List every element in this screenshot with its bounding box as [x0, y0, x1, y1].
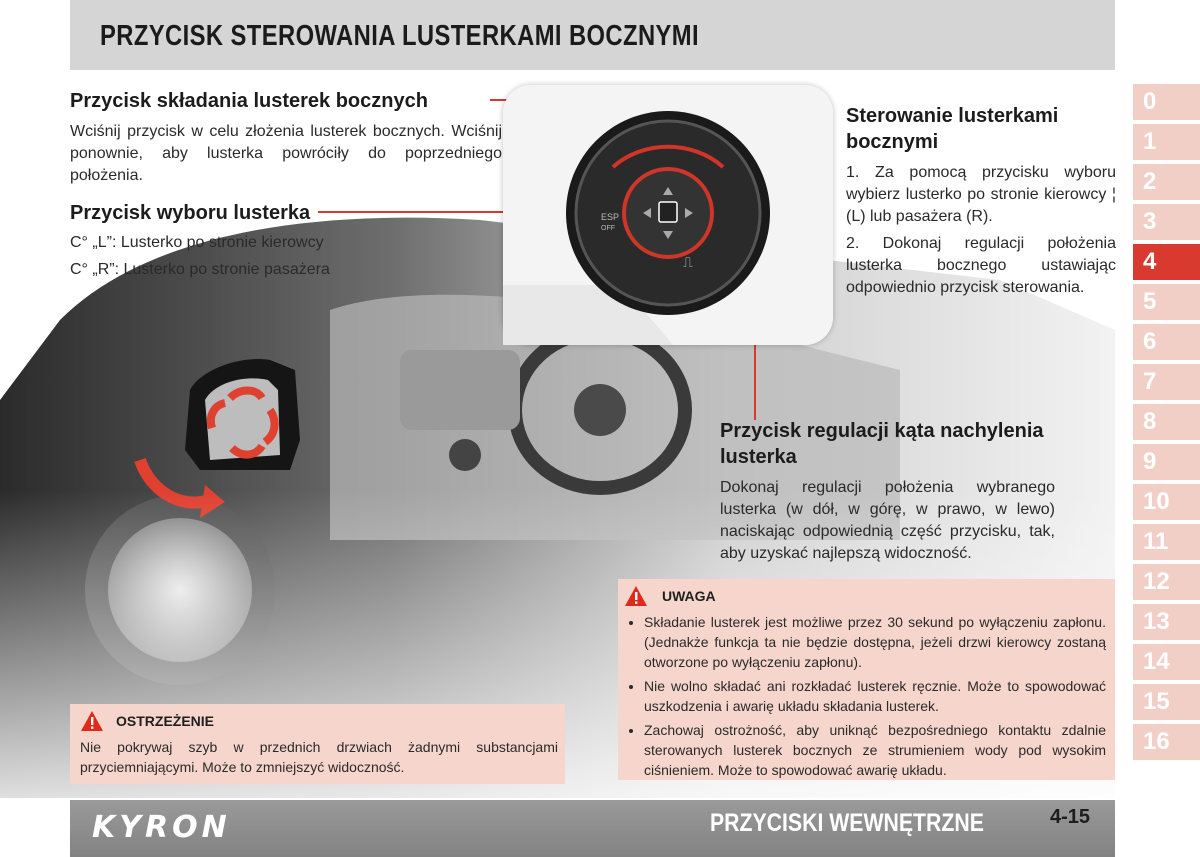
tilt-heading-line2: lusterka — [720, 446, 797, 468]
page-title: PRZYCISK STEROWANIA LUSTERKAMI BOCZNYMI — [100, 20, 700, 52]
esp-label: ESP — [601, 212, 620, 222]
chapter-tab-3[interactable]: 3 — [1133, 204, 1200, 240]
control-step-2: 2. Dokonaj regulacji położenia lusterka bocznego ustawiając odpowiednio przycisk sterowania. — [846, 235, 1116, 296]
warning-triangle-icon — [624, 585, 648, 607]
warning-title: OSTRZEŻENIE — [116, 713, 215, 729]
esp-off-label: OFF — [601, 225, 615, 232]
chapter-tab-7[interactable]: 7 — [1133, 364, 1200, 400]
control-step-1: 1. Za pomocą przycisku wyboru wybierz lusterko po stronie kierowcy ¦ (L) lub pasażera (R). — [846, 164, 1116, 225]
control-heading-line2: bocznymi — [846, 131, 939, 153]
chapter-tab-4[interactable]: 4 — [1133, 244, 1200, 280]
chapter-index — [1133, 84, 1200, 764]
fold-heading: Przycisk składania lusterek bocznych — [70, 90, 428, 112]
knob-closeup — [503, 85, 833, 345]
chapter-tab-5[interactable]: 5 — [1133, 284, 1200, 320]
control-heading-line1: Sterowanie lusterkami — [846, 105, 1059, 127]
caution-item: • Nie wolno składać ani rozkładać lusterek ręcznie. Może to spowodować uszkodzenia i awarię układu składania lusterek. — [644, 676, 1106, 716]
chapter-tab-8[interactable]: 8 — [1133, 404, 1200, 440]
caution-body — [630, 612, 1106, 784]
chapter-tab-13[interactable]: 13 — [1133, 604, 1200, 640]
chapter-tab-2[interactable]: 2 — [1133, 164, 1200, 200]
chapter-tab-1[interactable]: 1 — [1133, 124, 1200, 160]
defog-icon: ⎍ — [683, 255, 693, 271]
chapter-tab-14[interactable]: 14 — [1133, 644, 1200, 680]
kyron-logo: KYRON — [92, 810, 231, 845]
select-line-r: C° „R”: Lusterko po stronie pasażera — [70, 261, 330, 278]
select-line-l: C° „L”: Lusterko po stronie kierowcy — [70, 234, 324, 251]
chapter-tab-16[interactable]: 16 — [1133, 724, 1200, 760]
select-heading: Przycisk wyboru lusterka — [70, 202, 311, 224]
caution-box — [618, 579, 1115, 780]
footer-section-title: PRZYCISKI WEWNĘTRZNE — [710, 809, 984, 837]
tilt-heading-line1: Przycisk regulacji kąta nachylenia — [720, 420, 1044, 442]
chapter-tab-10[interactable]: 10 — [1133, 484, 1200, 520]
warning-body: Nie pokrywaj szyb w przednich drzwiach żadnymi substancjami przyciemniającymi. Może to zmniejszyć widoczność. — [80, 739, 558, 775]
tilt-body: Dokonaj regulacji położenia wybranego lusterka (w dół, w górę, w prawo, w lewo) naciskając odpowiednią część przycisku, tak, aby uzyskać najlepszą widoczność. — [720, 479, 1055, 562]
caution-item: • Zachowaj ostrożność, aby uniknąć bezpośredniego kontaktu zdalnie sterowanych lusterek bocznych ze strumieniem wody pod wysokim ciśnieniem. Może to spowodować awarię układu. — [644, 720, 1106, 780]
fold-body: Wciśnij przycisk w celu złożenia lusterek bocznych. Wciśnij ponownie, aby lusterka powróciły do poprzedniego położenia. — [70, 123, 502, 184]
warning-triangle-icon — [80, 710, 104, 732]
page-footer — [70, 800, 1115, 857]
chapter-tab-11[interactable]: 11 — [1133, 524, 1200, 560]
caution-title: UWAGA — [662, 588, 716, 604]
page-number: 4-15 — [1050, 806, 1091, 828]
chapter-tab-9[interactable]: 9 — [1133, 444, 1200, 480]
warning-box — [70, 704, 565, 784]
chapter-tab-15[interactable]: 15 — [1133, 684, 1200, 720]
caution-item: • Składanie lusterek jest możliwe przez 30 sekund po wyłączeniu zapłonu. (Jednakże funkcja ta nie będzie dostępna, jeżeli drzwi kierowcy zostaną otworzone po wyłączeniu zapłonu). — [644, 612, 1106, 672]
chapter-tab-12[interactable]: 12 — [1133, 564, 1200, 600]
chapter-tab-0[interactable]: 0 — [1133, 84, 1200, 120]
mirror-control-knob-image — [503, 85, 833, 345]
chapter-tab-6[interactable]: 6 — [1133, 324, 1200, 360]
